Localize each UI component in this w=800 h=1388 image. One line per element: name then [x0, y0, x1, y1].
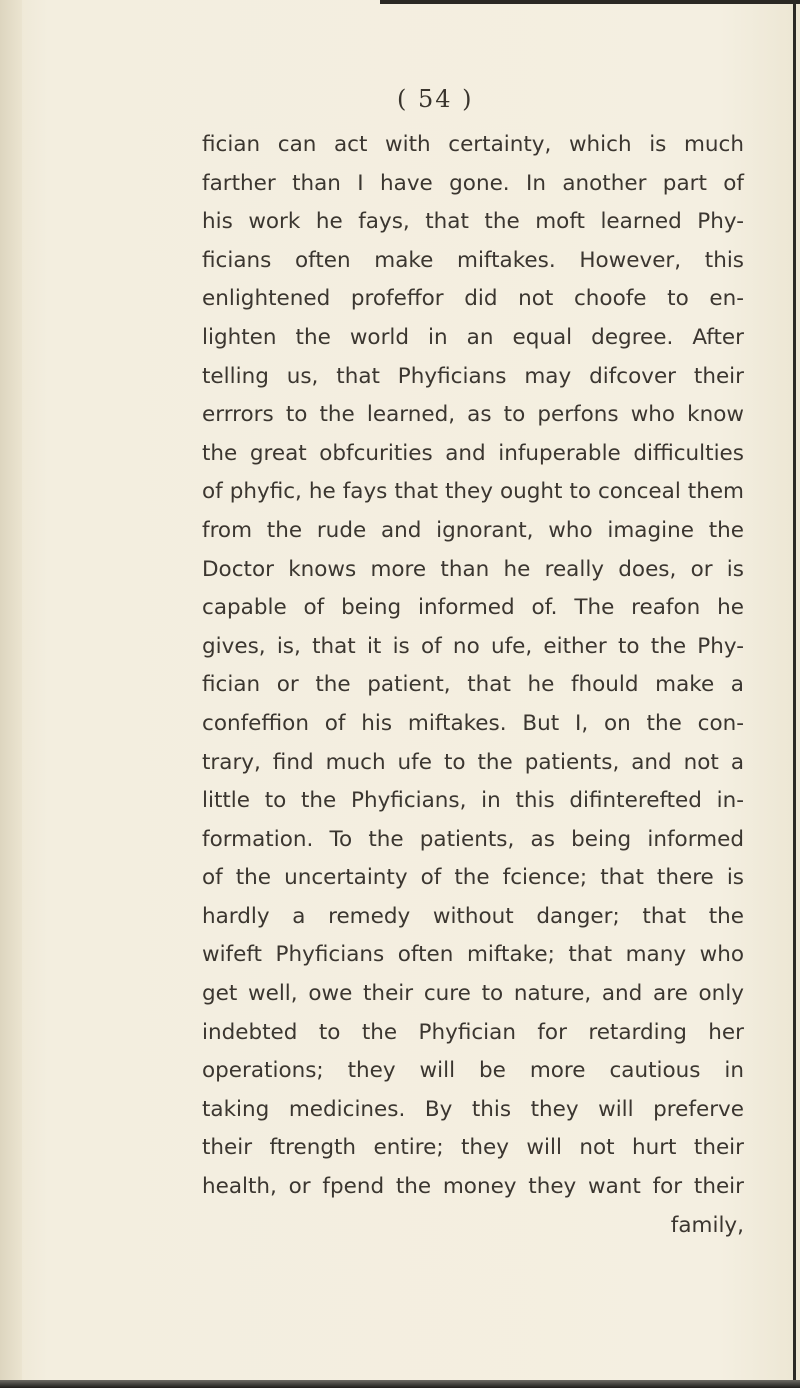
text-line: ficians often make miftakes. However, this — [202, 247, 744, 273]
text-line: enlightened profeffor did not choofe to en- — [202, 286, 744, 312]
text-line: the great obfcurities and infuperable difficulties — [202, 440, 744, 466]
right-scan-edge — [793, 0, 796, 1388]
page-gutter-shadow — [0, 0, 22, 1388]
text-line: gives, is, that it is of no ufe, either to the Phy- — [202, 633, 744, 659]
text-line: his work he fays, that the moft learned Phy- — [202, 209, 744, 235]
text-line: little to the Phyficians, in this difinterefted in- — [202, 788, 744, 814]
text-line: errrors to the learned, as to perfons who know — [202, 402, 744, 428]
text-line: get well, owe their cure to nature, and are only — [202, 981, 744, 1007]
text-line: Doctor knows more than he really does, or is — [202, 556, 744, 582]
text-line: operations; they will be more cautious in — [202, 1058, 744, 1084]
top-scan-edge — [380, 0, 800, 4]
body-text — [202, 126, 744, 1245]
text-line: of phyfic, he fays that they ought to conceal them — [202, 479, 744, 505]
text-line: formation. To the patients, as being informed — [202, 826, 744, 852]
text-line: their ftrength entire; they will not hurt their — [202, 1135, 744, 1161]
text-line: taking medicines. By this they will preferve — [202, 1096, 744, 1122]
text-line: from the rude and ignorant, who imagine the — [202, 517, 744, 543]
catchword: family, — [670, 1212, 744, 1238]
text-line: wifeft Phyficians often miftake; that many who — [202, 942, 744, 968]
text-line: trary, find much ufe to the patients, and not a — [202, 749, 744, 775]
text-line: confeffion of his miftakes. But I, on the con- — [202, 710, 744, 736]
text-line: indebted to the Phyfician for retarding her — [202, 1019, 744, 1045]
text-line: of the uncertainty of the fcience; that there is — [202, 865, 744, 891]
text-line: fician or the patient, that he fhould make a — [202, 672, 744, 698]
text-line: fician can act with certainty, which is much — [202, 132, 744, 157]
text-line: farther than I have gone. In another part of — [202, 170, 744, 196]
text-line: health, or fpend the money they want for their — [202, 1174, 744, 1200]
text-line: lighten the world in an equal degree. After — [202, 324, 744, 350]
text-line: hardly a remedy without danger; that the — [202, 903, 744, 929]
text-line: telling us, that Phyficians may difcover their — [202, 363, 744, 389]
text-line: capable of being informed of. The reafon he — [202, 595, 744, 621]
bottom-scan-edge — [0, 1380, 800, 1388]
page-number: ( 54 ) — [397, 85, 474, 113]
